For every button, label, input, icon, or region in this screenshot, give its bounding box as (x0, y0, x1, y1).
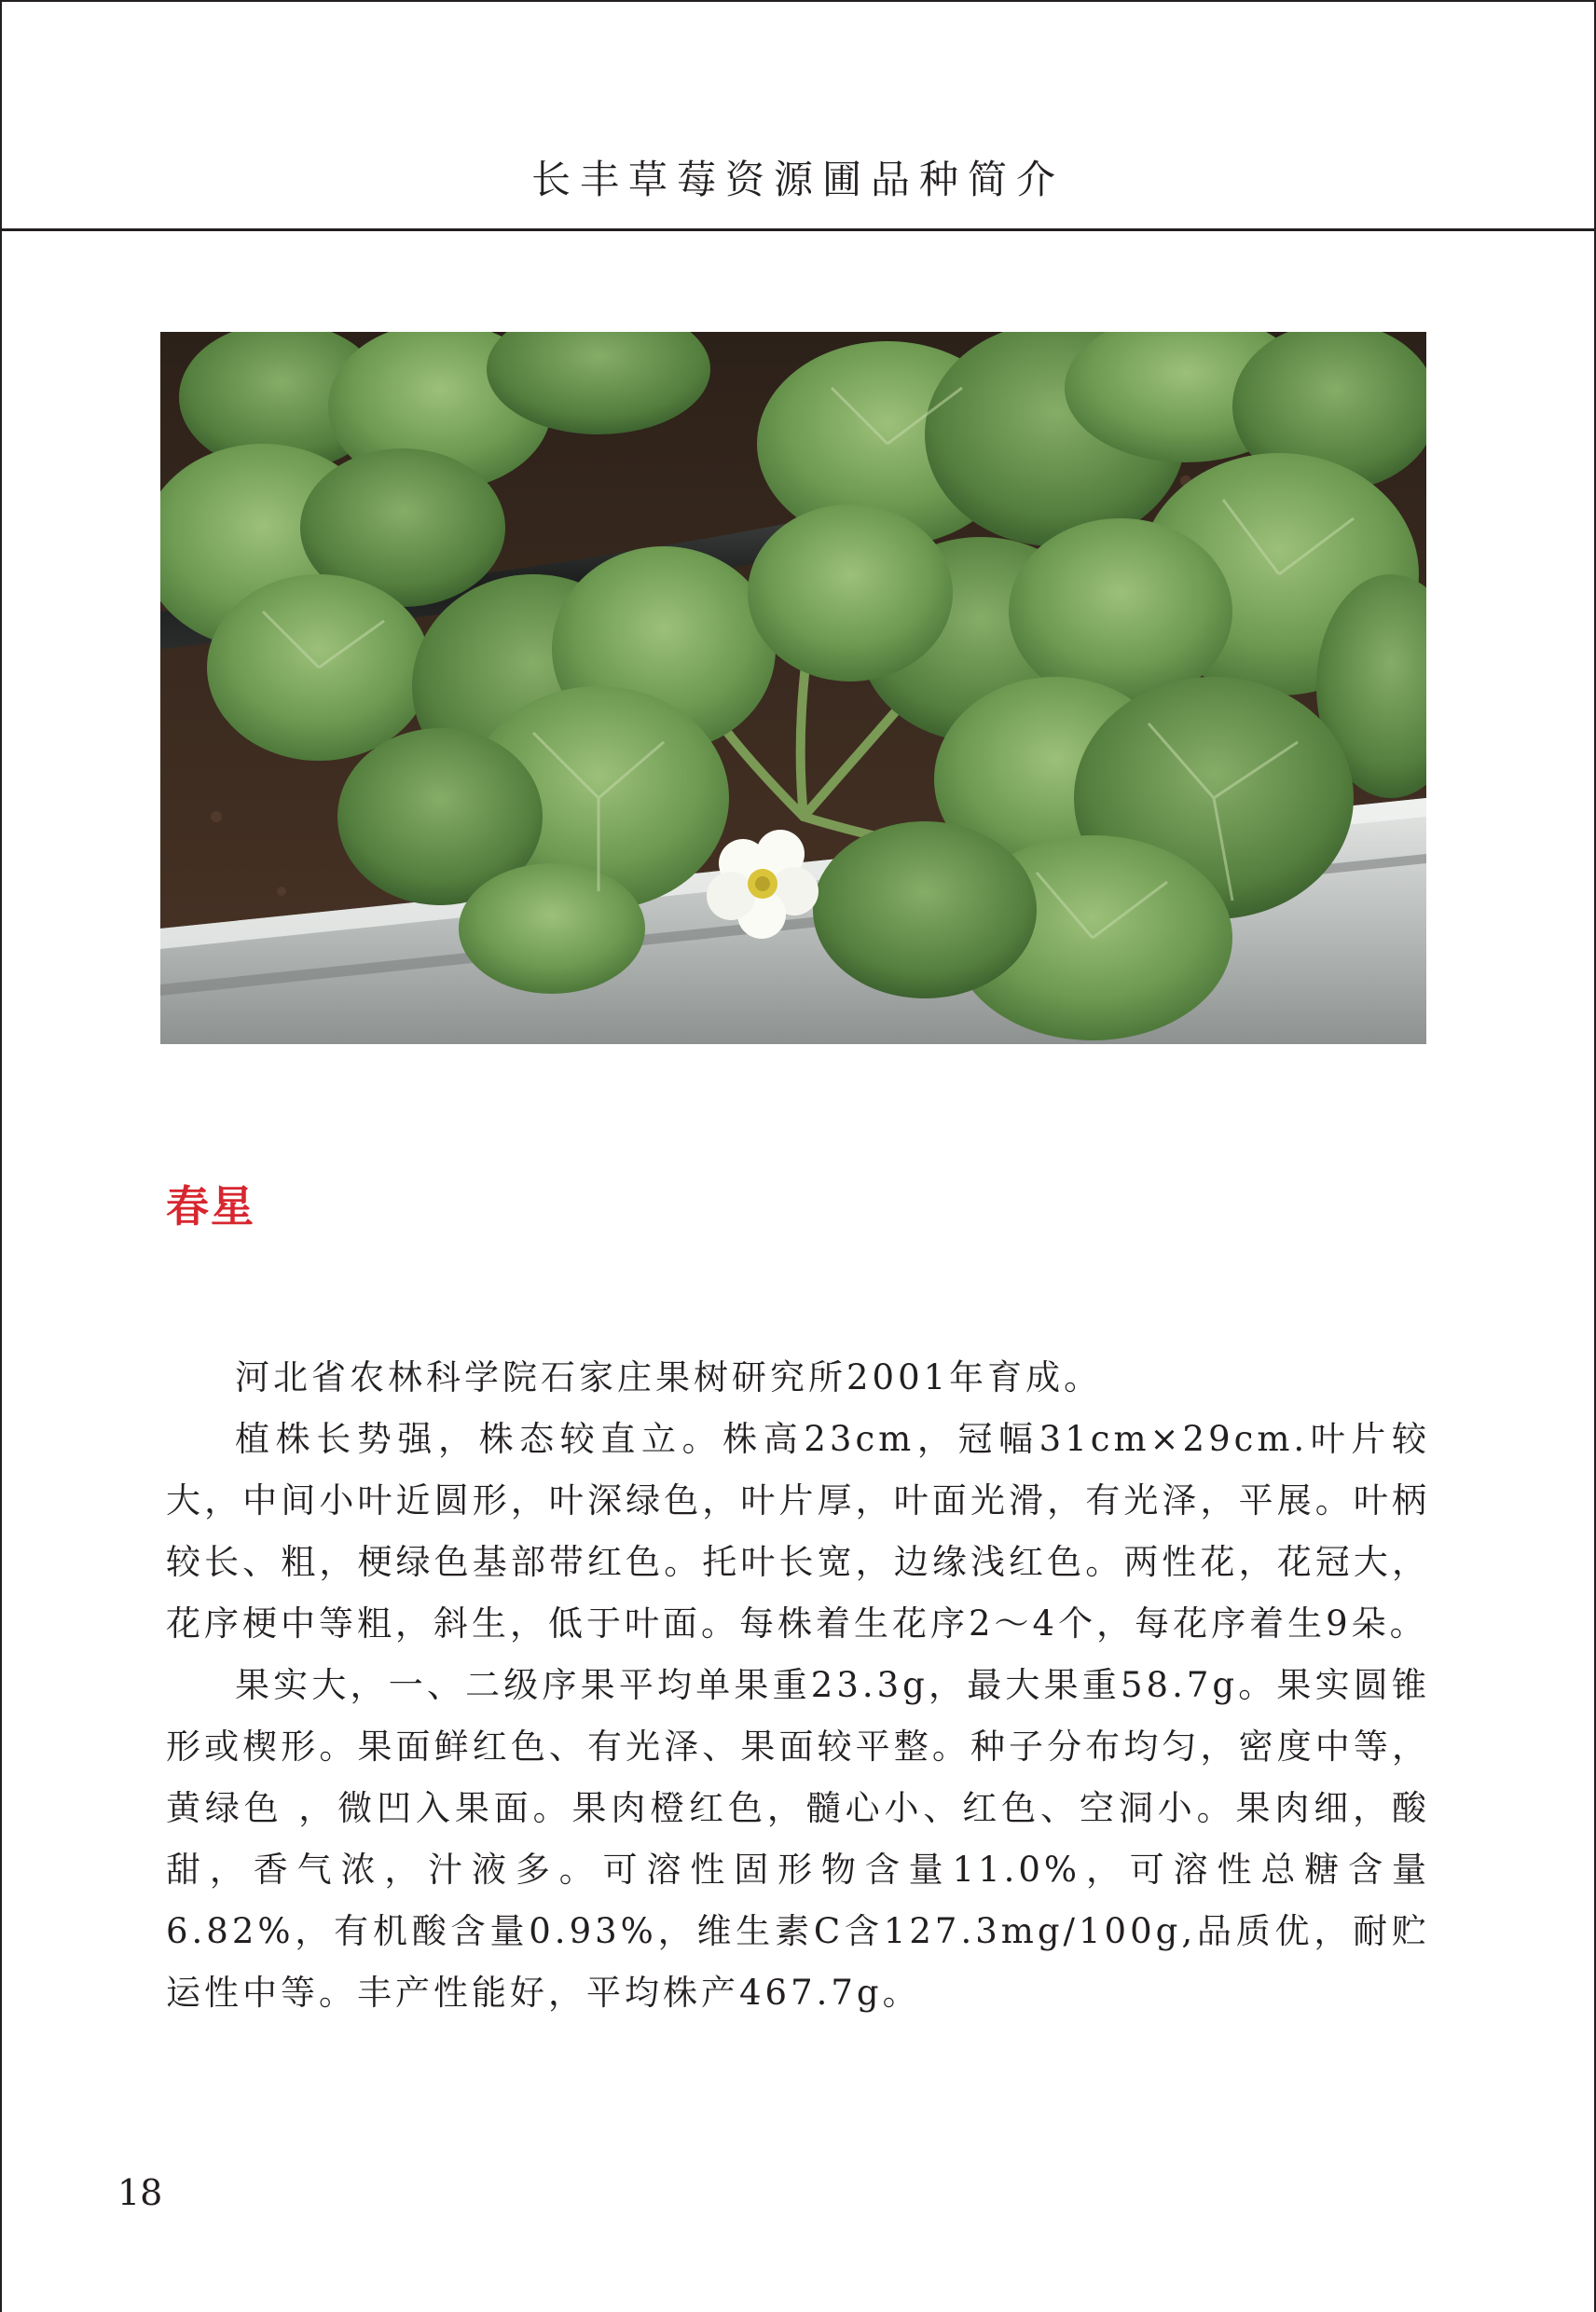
page-number: 18 (117, 2172, 163, 2213)
paragraph-origin: 河北省农林科学院石家庄果树研究所2001年育成。 (235, 1357, 1103, 1397)
paragraph-plant: 植株长势强，株态较直立。株高23cm，冠幅31cm×29cm.叶片较大，中间小叶近圆形，叶深绿色，叶片厚，叶面光滑，有光泽，平展。叶柄较长、粗，梗绿色基部带红色。托叶长宽，边缘浅红色。两性花，花冠大，花序梗中等粗，斜生，低于叶面。每株着生花序2～4个，每花序着生9朵。 (166, 1419, 1430, 1644)
header-rule (0, 228, 1596, 231)
strawberry-plant-photo (160, 332, 1426, 1044)
variety-title: 春星 (166, 1181, 255, 1232)
running-header: 长丰草莓资源圃品种简介 (530, 157, 1065, 202)
paragraph-fruit: 果实大，一、二级序果平均单果重23.3g，最大果重58.7g。果实圆锥形或楔形。果面鲜红色、有光泽、果面较平整。种子分布均匀，密度中等，黄绿色 ，微凹入果面。果肉橙红色，髓心小、红色、空洞小。果肉细，酸甜，香气浓，汁液多。可溶性固形物含量11.0%，可溶性总糖含量6.82%，有机酸含量0.93%，维生素C含127.3mg/100g,品质优，耐贮运性中等。丰产性能好，平均株产467.7g。 (166, 1665, 1430, 2013)
description-body (166, 1347, 1430, 2024)
